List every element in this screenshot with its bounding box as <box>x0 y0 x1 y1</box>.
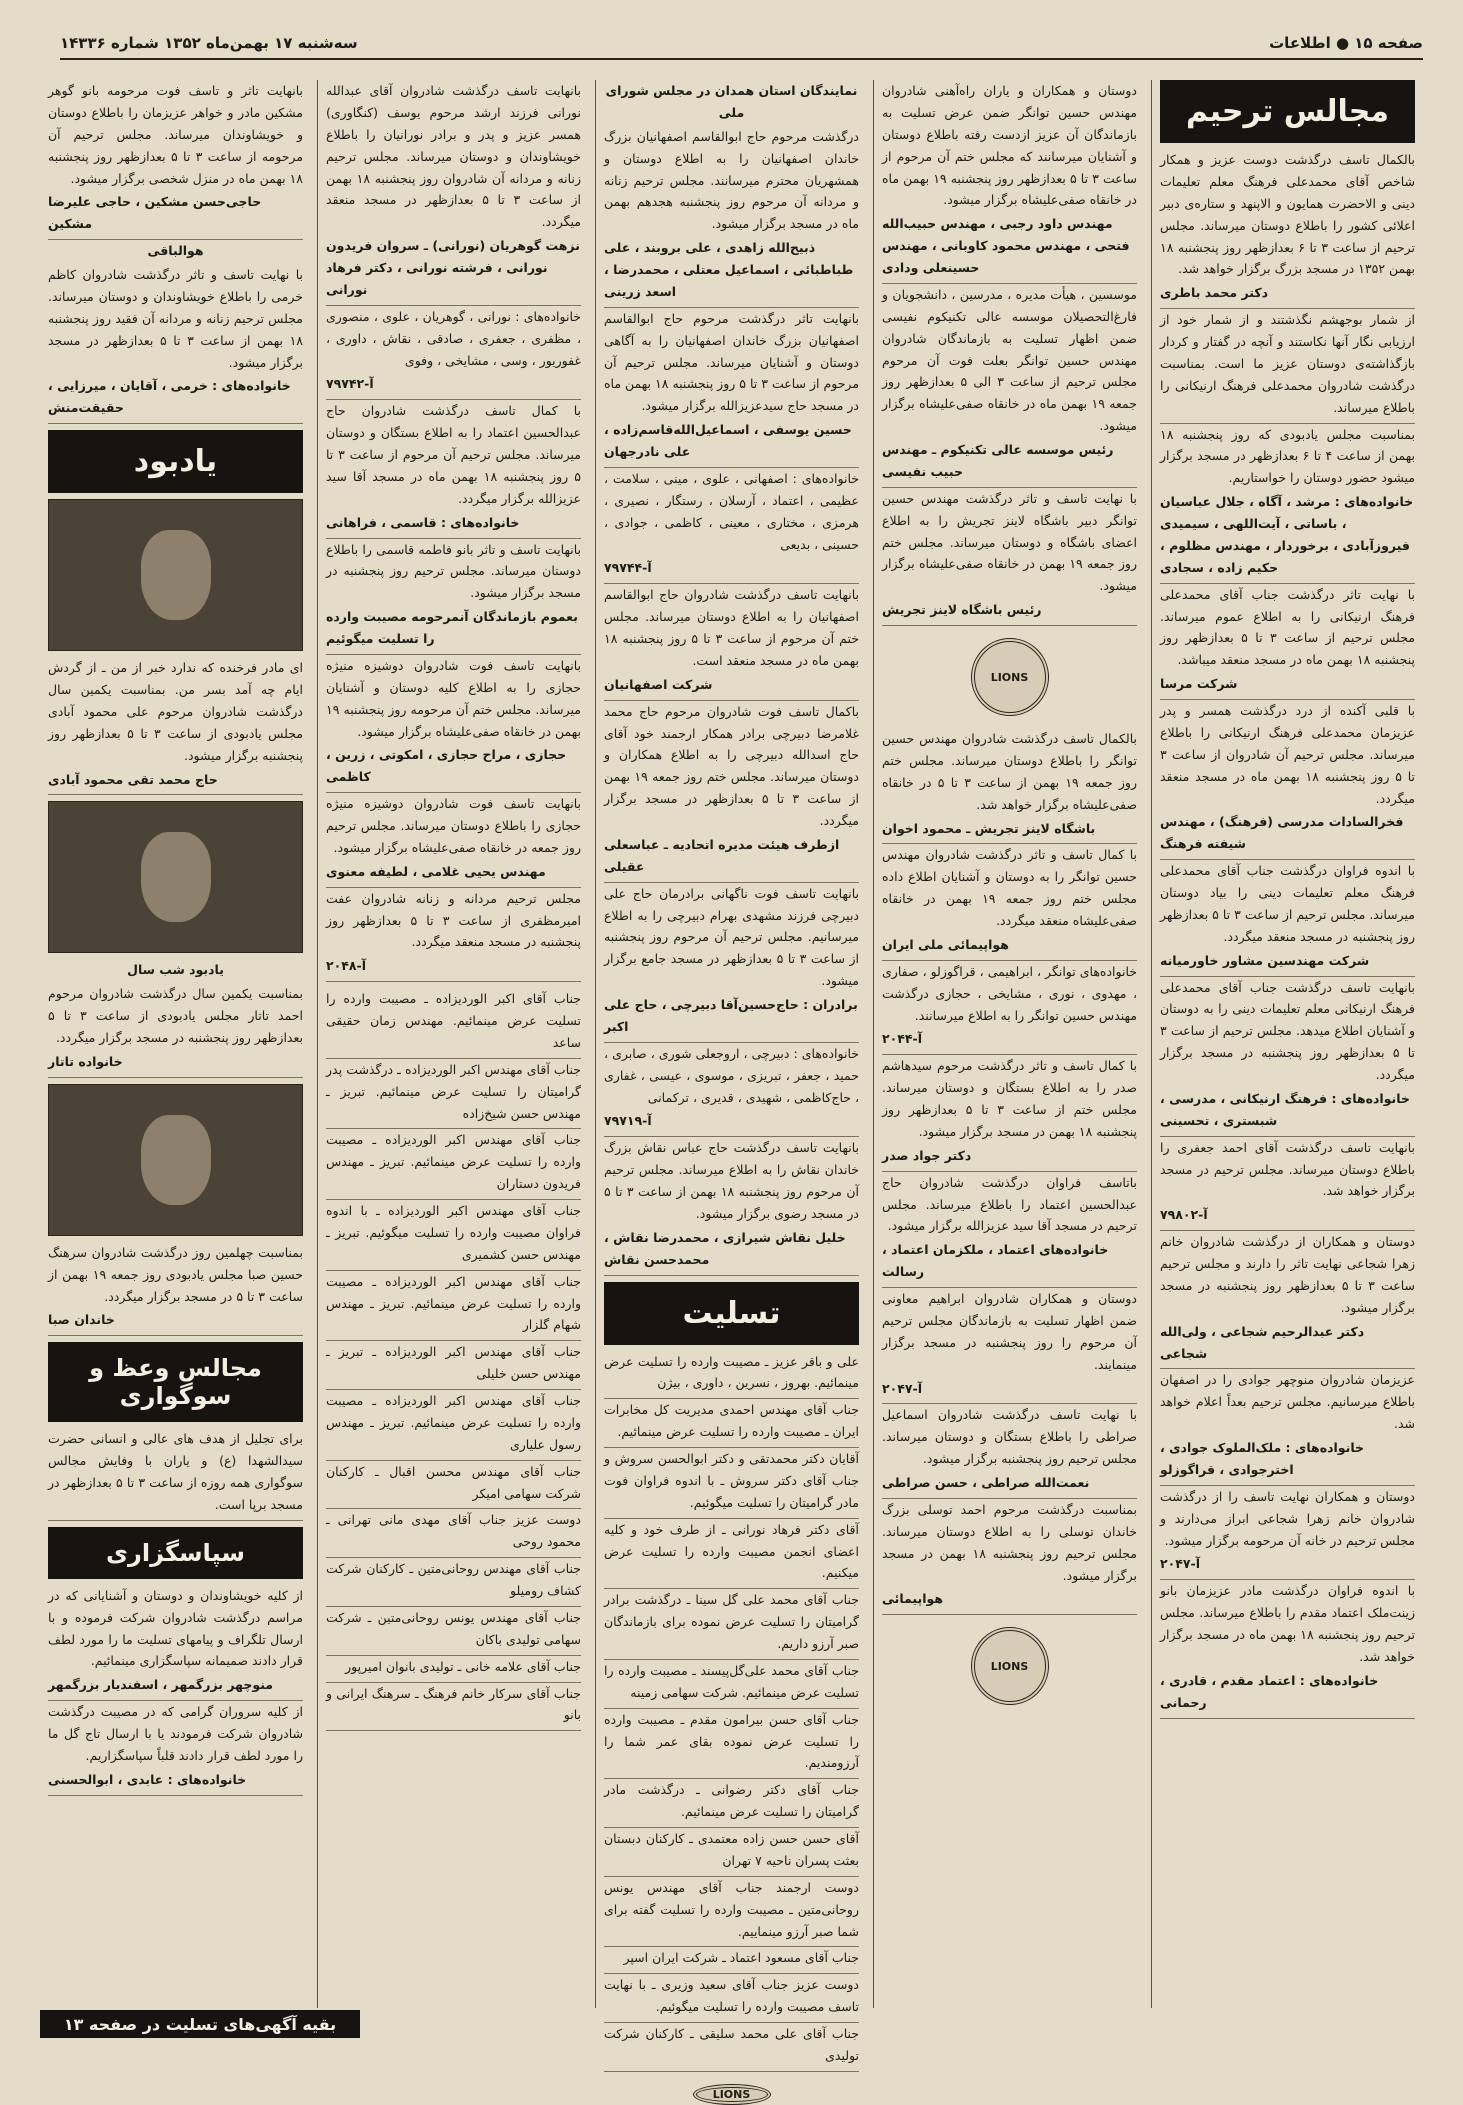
notice-body: باتاسف فراوان درگذشت شادروان حاج عبدالحسین اعتماد را باطلاع میرساند. مجلس ترحیم در مسجد آقا سید عزیزالله برگزار میشود. <box>882 1174 1137 1234</box>
notice <box>1160 1486 1415 1581</box>
portrait-face-2 <box>141 832 211 922</box>
col2-notices-bottom <box>882 728 1137 1615</box>
notice <box>1160 1369 1415 1485</box>
notice-signature: هواپیمائی ملی ایران <box>882 936 1009 952</box>
condolence-item: جناب آقای سرکار خانم فرهنگ ـ سرهنگ ایرانی و بانو <box>326 1683 581 1732</box>
notice-signature: خلیل نقاش شیرازی ، محمدرضا نقاش ، محمدحسن نقاش <box>604 1229 846 1267</box>
condolence-item: جناب آقای مهندس اکبر الوردیزاده ـ درگذشت پدر گرامیتان را تسلیت عرض مینمائیم. تبریز ـ مهندس حسن شیخ‌زاده <box>326 1059 581 1130</box>
notice-body: بانهایت تاسف درگذشت جناب آقای محمدعلی فرهنگ ارنیکانی معلم تعلیمات دینی را به دوستان و آشنایان اطلاع میدهد. مجلس ترحیم از ساعت ۳ تا ۵ بعدازظهر روز پنجشنبه در مسجد برگزار میگردد. <box>1160 979 1415 1082</box>
notice <box>1160 309 1415 423</box>
memorial-2-body: بمناسبت یکمین سال درگذشت شادروان مرحوم احمد تاتار مجلس یادبودی از ساعت ۳ تا ۵ بعدازظهر روز پنجشنبه در مسجد برگزار میگردد. <box>48 986 303 1045</box>
notice <box>604 468 859 584</box>
condolence-item: جناب آقای حسن بیرامون مقدم ـ مصیبت وارده را تسلیت عرض نموده بقای عمر شما را آرزومندیم. <box>604 1709 859 1780</box>
col4-condolence-list <box>326 988 581 1731</box>
notice <box>604 584 859 700</box>
notice-body: خانواده‌های : نورانی ، گوهریان ، علوی ، منصوری ، مظفری ، جعفری ، صادقی ، نقاش ، داوری ، غفوریور ، وسی ، مشایخی ، وفوی <box>326 308 581 368</box>
sermon-banner: مجالس وعظ و سوگواری <box>48 1342 303 1422</box>
notice-signature: خانواده‌های : ملک‌الملوک جوادی ، اخترجوادی ، قراگوزلو <box>1160 1440 1365 1477</box>
notice-signature: شرکت مهندسین مشاور خاورمیانه <box>1160 952 1370 968</box>
notice-body: بانهایت تاسف درگذشت حاج عباس نقاش بزرگ خاندان نقاش را به اطلاع میرساند. مجلس ترحیم آن مرحوم روز پنجشنبه ۱۸ بهمن از ساعت ۳ تا ۵ در مسجد رضوی برگزار میشود. <box>604 1140 860 1221</box>
notice <box>604 1137 859 1275</box>
condolence-item: آقای حسن حسن زاده معتمدی ـ کارکنان دبستان بعثت پسران ناحیه ۷ تهران <box>604 1828 859 1877</box>
notice-body: با نهایت تاسف و تاثر درگذشت شادروان کاظم خرمی را باطلاع خویشاوندان و دوستان میرساند. مجلس ترحیم زنانه و مردانه آن فقید روز پنجشنبه ۱۸ بهمن از ساعت ۳ تا ۵ بعدازظهر در مسجد برگزار میشود. <box>48 267 304 370</box>
notice <box>326 888 581 983</box>
notice-signature: باشگاه لاینز تجریش ـ محمود اخوان <box>882 820 1096 836</box>
condolence-item: دوست ارجمند جناب آقای مهندس یونس روحانی‌متین ـ مصیبت وارده را تسلیت گفته برای شما صبر آرزو مینماییم. <box>604 1877 859 1948</box>
notice-signature: ازطرف هیئت مدیره اتحادیه ـ عباسعلی عقیلی <box>604 836 840 874</box>
notice <box>882 80 1137 284</box>
notice-body: بانهایت تاسف فوت شادروان دوشیزه منیژه حجازی را به اطلاع کلیه دوستان و آشنایان میرساند. مجلس ختم آن مرحومه روز پنجشنبه ۱۹ بهمن در خانقاه صفی‌علیشاه برگزار میشود. <box>326 657 581 739</box>
notice-signature: آ-۲۰۴۴ <box>882 1031 923 1047</box>
notice <box>604 701 859 883</box>
notice-body: عزیزمان شادروان منوچهر جوادی را در اصفهان باطلاع میرسانیم. مجلس ترحیم بعداً اعلام خواهد شد. <box>1160 1372 1415 1432</box>
notice <box>326 539 581 655</box>
notice <box>604 308 859 468</box>
notice <box>1160 424 1415 584</box>
notice-signature: خانواده‌های : عابدی ، ابوالحسنی <box>48 1771 247 1787</box>
portrait-face-1 <box>141 530 211 620</box>
notice <box>1160 1580 1415 1718</box>
col1-notices <box>1160 149 1415 1719</box>
condolence-item: جناب آقای دکتر رضوانی ـ درگذشت مادر گرامیتان را تسلیت عرض مینمائیم. <box>604 1779 859 1828</box>
thanks-banner: سپاسگزاری <box>48 1527 303 1579</box>
memorial-1-body: ای مادر فرخنده که ندارد خبر از من ـ از گردش ایام چه آمد بسر من. بمناسبت یکمین سال درگذشت شادروان مرحوم علی محمود آبادی مجلس یادبودی از ساعت ۳ تا ۵ بعدازظهر روز پنجشنبه برگزار میشود. <box>48 660 303 763</box>
notice-signature: شرکت مرسا <box>1160 676 1238 692</box>
page-header-left: سه‌شنبه ۱۷ بهمن‌ماه ۱۳۵۲ شماره ۱۴۳۳۶ <box>60 34 358 52</box>
lions-club-emblem-2: LIONS <box>971 1627 1049 1705</box>
notice-signature: حجازی ، مراح حجازی ، امکوتی ، زرین ، کاظمی <box>326 747 567 785</box>
page-header-right: صفحه ۱۵ ● اطلاعات <box>1269 34 1423 52</box>
portrait-photo-3 <box>48 1084 303 1236</box>
memorial-notice-3 <box>48 1242 303 1337</box>
notice <box>1160 1231 1415 1369</box>
notice-signature: خانواده‌های : فرهنگ ارنیکانی ، مدرسی ، شبستری ، تحسینی <box>1160 1090 1410 1128</box>
notice <box>326 400 581 538</box>
memorial-notice-1 <box>48 657 303 795</box>
thanks-notices <box>48 1585 303 1796</box>
notice-body: بانهایت تاثر درگذشت مرحوم حاج ابوالقاسم اصفهانیان بزرگ خاندان اصفهانیان را به آگاهی دوستان و آشنایان میرساند. مجلس ترحیم آن مرحوم از ساعت ۳ تا ۵ روز پنجشنبه ۱۸ بهمن ماه در مسجد حاج سیدعزیزالله برگزار میشود. <box>604 310 860 414</box>
notice <box>48 240 303 424</box>
notice-body: با کمال تاسف و تاثر درگذشت شادروان مهندس حسین توانگر را به دوستان و آشنایان اطلاع داده مجلس ختم روز جمعه ۱۹ بهمن در خانقاه صفی‌علیشاه منعقد میگردد. <box>882 847 1137 928</box>
notice-body: بالکمال تاسف درگذشت شادروان مهندس حسین توانگر را باطلاع دوستان میرساند. مجلس ختم روز جمعه ۱۹ بهمن از ساعت ۳ تا ۵ در خانقاه صفی‌علیشاه برگزار خواهد شد. <box>882 731 1138 812</box>
notice <box>1160 700 1415 860</box>
notice-body: دوستان و همکاران شادروان ابراهیم معاونی ضمن اظهار تسلیت به بازماندگان مجلس ترحیم آن مرحوم را روز پنجشنبه در مسجد برگزار مینمایند. <box>882 1291 1137 1372</box>
notice-signature: نعمت‌الله صراطی ، حسن صراطی <box>882 1475 1090 1490</box>
portrait-photo-2 <box>48 801 303 953</box>
notice-body: از کلیه خویشاوندان و دوستان و آشنایانی که در مراسم درگذشت شادروان شرکت فرموده و با ارسال تلگراف و پیامهای تسلیت ما را مورد لطف قرار دادند صمیمانه سپاسگزاری مینمائیم. <box>48 1587 303 1669</box>
notice-signature: فخرالسادات مدرسی (فرهنگ) ، مهندس شیفته فرهنگ <box>1160 814 1404 852</box>
notice-body: با نهایت تاثر درگذشت جناب آقای محمدعلی فرهنگ ارنیکانی را به اطلاع عموم میرساند. مجلس ترحیم از ساعت ۳ تا ۵ بعدازظهر روز پنجشنبه ۱۸ بهمن ماه در مسجد منعقد میباشد. <box>1160 586 1415 668</box>
notice <box>1160 1137 1415 1232</box>
notice <box>882 488 1137 626</box>
notice <box>1160 977 1415 1137</box>
condolence-item: جناب آقای مهندس یونس روحانی‌متین ـ شرکت سهامی تولیدی باکان <box>326 1607 581 1656</box>
notice-body: با اندوه فراوان درگذشت مادر عزیزمان بانو زینت‌ملک اعتماد مقدم را باطلاع میرساند. مجلس ترحیم روز پنجشنبه ۱۸ بهمن ماه در مسجد برگزار خواهد شد. <box>1160 1583 1415 1664</box>
notice-body: بانهایت تاسف فوت ناگهانی برادرمان حاج علی دبیرچی فرزند مشهدی بهرام دبیرچی را به اطلاع میرسانیم. مجلس ترحیم آن مرحوم روز پنجشنبه از ساعت ۳ تا ۵ بعدازظهر در مسجد جامع برگزار میشود. <box>604 885 859 989</box>
memorial-1-signature: حاج محمد تقی محمود آبادی <box>48 771 218 787</box>
col5-notices <box>48 80 303 424</box>
notice-body: خانواده‌های : دبیرچی ، اروجعلی شوری ، صابری ، حمید ، جعفر ، تبریزی ، موسوی ، عیسی ، غفاری ، حاج‌کاظمی ، شهیدی ، قدیری ، ترکمانی <box>604 1045 859 1105</box>
notice-body: با نهایت تاسف درگذشت شادروان اسماعیل صراطی را باطلاع بستگان و دوستان میرساند. مجلس ترحیم روز پنجشنبه برگزار میشود. <box>882 1407 1137 1467</box>
condolence-item: جناب آقای مهندس روحانی‌متین ـ کارکنان شرکت کشاف رومیلو <box>326 1558 581 1607</box>
notice <box>48 1701 303 1796</box>
notice-signature: دکتر عبدالرحیم شجاعی ، ولی‌الله شجاعی <box>1160 1323 1365 1361</box>
notice <box>882 1499 1137 1615</box>
notice <box>48 80 303 240</box>
notice <box>1160 149 1415 309</box>
notice-body: با اندوه فراوان درگذشت جناب آقای محمدعلی فرهنگ معلم تعلیمات دینی را بیاد دوستان میرساند. مجلس ترحیم از ساعت ۳ تا ۵ بعدازظهر روز پنجشنبه در مسجد منعقد میگردد. <box>1160 863 1415 944</box>
condolence-item: جناب آقای محمد علی گل سینا ـ درگذشت برادر گرامیتان را تسلیت عرض نموده برای بازماندگان صبر آرزو داریم. <box>604 1589 859 1660</box>
notice <box>882 1055 1137 1171</box>
notice-signature: برادران : حاج‌حسین‌آقا دبیرچی ، حاج علی اکبر <box>604 997 858 1034</box>
notice <box>882 1404 1137 1499</box>
condolence-item: جناب آقای مهندس اکبر الوردیزاده ـ با اندوه فراوان مصیبت وارده را تسلیت میگوئیم. تبریز ـ مهندس حسن کشمیری <box>326 1200 581 1271</box>
notice-signature: رئیس باشگاه لاینز تجریش <box>882 602 1042 618</box>
notice-body: بانهایت تاسف درگذشت شادروان آقای عبدالله نورانی فرزند ارشد مرحوم یوسف (کنگاوری) همسر عزیز و پدر و برادر نورانیان را باطلاع خویشاوندان و دوستان میرساند. مجلس ترحیم زنانه و مردانه آن شادروان روز پنجشنبه ۱۸ بهمن از ساعت ۳ تا ۵ بعدازظهر در مسجد منعقد میگردد. <box>326 83 581 230</box>
page-header <box>60 28 1423 60</box>
condolence-item: جناب آقای مهندس احمدی مدیریت کل مخابرات ایران ـ مصیبت وارده را تسلیت عرض مینمائیم. <box>604 1399 859 1448</box>
notice <box>604 883 859 1043</box>
notice-signature: خانواده‌های اعتماد ، ملکزمان اعتماد ، رسالت <box>882 1242 1109 1280</box>
notice-signature: آ-۲۰۴۸ <box>326 958 367 974</box>
notice-signature: حسین یوسفی ، اسماعیل‌الله‌قاسم‌زاده ، علی نادرجهان <box>604 422 852 459</box>
notice-body: از کلیه سروران گرامی که در مصیبت درگذشت شادروان شرکت فرمودند یا با ارسال تاج گل ما را مورد لطف قرار دادند قلباً سپاسگزاریم. <box>48 1704 303 1763</box>
notice <box>604 1043 859 1138</box>
memorial-banner: یادبود <box>48 430 303 493</box>
condolence-item: جناب آقای مهندس اکبر الوردیزاده ـ مصیبت وارده را تسلیت عرض مینمائیم. تبریز ـ مهندس شهام گلزار <box>326 1271 581 1342</box>
notice-signature: آ-۷۹۸۰۲ <box>1160 1207 1208 1223</box>
notice-signature: خانواده‌های : مرشد ، آگاه ، جلال عباسیان ، باساتی ، آیت‌اللهی ، سیمیدی فیروزآبادی ، برخوردار ، مهندس مظلوم ، حکیم زاده ، سجادی <box>1160 494 1414 575</box>
notice-body: بانهایت تاسف و تاثر بانو فاطمه قاسمی را باطلاع دوستان میرساند. مجلس ترحیم روز پنجشنبه در مسجد برگزار میشود. <box>326 541 581 601</box>
notice-body: دوستان و همکاران و یاران راه‌آهنی شادروان مهندس حسین توانگر ضمن عرض تسلیت به بازماندگان آن عزیز ازدست رفته باطلاع دوستان و آشنایان میرسانند که مجلس ختم آن مرحوم از ساعت ۳ تا ۵ بعدازظهر روز پنجشنبه ۱۹ بهمن ماه در خانقاه صفی‌علیشاه برگزار میشود. <box>882 83 1137 208</box>
notice-signature: شرکت اصفهانیان <box>604 676 713 692</box>
notice-signature: حاجی‌حسن مشکین ، حاجی علیرضا مشکین <box>48 194 262 232</box>
notice-body: موسسین ، هیأت مدیره ، مدرسین ، دانشجویان و فارغ‌التحصیلان موسسه عالی تکنیکوم نفیسی ضمن اظهار تسلیت به بازماندگان شادروان مهندس حسین توانگر بعلت فوت آن مرحوم مجلس ترحیم از ساعت ۳ الی ۵ بعدازظهر روز جمعه ۱۹ بهمن ماه در خانقاه صفی‌علیشاه برگزار میشود. <box>882 286 1137 434</box>
condolence-item: دوست عزیز جناب آقای سعید وزیری ـ با نهایت تاسف مصیبت وارده را تسلیت میگوئیم. <box>604 1974 859 2023</box>
sermon-notice: برای تجلیل از هدف های عالی و انسانی حضرت سیدالشهدا (ع) و یاران با وفایش مجالس سوگواری همه روزه از ساعت ۳ تا ۵ بعدازظهر در مسجد برپا است. <box>48 1428 303 1521</box>
notice-signature: آ-۷۹۷۴۲ <box>326 376 374 392</box>
memorial-notice-2 <box>48 959 303 1077</box>
notice-body: مجلس ترحیم مردانه و زنانه شادروان عفت امیرمظفری از ساعت ۳ تا ۵ بعدازظهر روز پنجشنبه در مسجد منعقد میگردد. <box>326 890 581 950</box>
notice-signature: آ-۷۹۷۱۹ <box>604 1113 652 1129</box>
notice <box>326 655 581 793</box>
memorial-services-banner: مجالس ترحیم <box>1160 80 1415 143</box>
col3-notices <box>604 80 859 1276</box>
condolence-item: جناب آقای اکبر الوردیزاده ـ مصیبت وارده را تسلیت عرض مینمائیم. مهندس زمان حقیقی ساعد <box>326 988 581 1059</box>
notice-signature: مهندس یحیی غلامی ، لطیفه معنوی <box>326 863 546 879</box>
notice-body: با نهایت تاسف و تاثر درگذشت مهندس حسین توانگر دبیر باشگاه لاینز تجریش را به اطلاع اعضای باشگاه و دوستان میرساند. مجلس ختم روز جمعه ۱۹ بهمن در خانقاه صفی‌علیشاه برگزار میشود. <box>882 490 1137 594</box>
condolence-banner: تسلیت <box>604 1282 859 1345</box>
notice <box>882 1288 1137 1404</box>
notice-signature: دکتر محمد باطری <box>1160 285 1269 301</box>
col4-notices <box>326 80 581 982</box>
notice <box>882 284 1137 488</box>
notice <box>326 306 581 401</box>
column-5 <box>40 80 311 2008</box>
condolence-item: علی و باقر عزیز ـ مصیبت وارده را تسلیت عرض مینمائیم. بهروز ، نسرین ، داوری ، بیژن <box>604 1351 859 1400</box>
notice-body: بانهایت تاسف درگذشت آقای احمد جعفری را باطلاع دوستان میرساند. مجلس ترحیم در مسجد برگزار خواهد شد. <box>1160 1139 1415 1199</box>
condolence-item: جناب آقای علامه خانی ـ تولیدی بانوان امیرپور <box>326 1656 581 1683</box>
condolence-item: جناب آقای مهندس اکبر الوردیزاده ـ تبریز ـ مهندس حسن خلیلی <box>326 1341 581 1390</box>
notice-signature: ذبیح‌الله زاهدی ، علی بروبند ، علی طباطبائی ، اسماعیل معتلی ، محمدرضا ، اسعد زرینی <box>604 240 854 299</box>
continued-footer: بقیه آگهی‌های تسلیت در صفحه ۱۳ <box>40 2010 360 2038</box>
notice-signature: نزهت گوهریان (نورانی) ـ سروان فریدون نورانی ، فرشته نورانی ، دکتر فرهاد نورانی <box>326 238 580 297</box>
notice-body: درگذشت مرحوم حاج ابوالقاسم اصفهانیان بزرگ خاندان اصفهانیان را به اطلاع دوستان و همشهریان محترم میرسانند. مجلس ترحیم زنانه و مردانه آن مرحوم روز پنجشنبه هجدهم بهمن ماه در مسجد برگزار میشود. <box>604 128 859 232</box>
condolence-item: جناب آقای مهندس اکبر الوردیزاده ـ مصیبت وارده را تسلیت عرض مینمائیم. تبریز ـ مهندس رسول علیاری <box>326 1390 581 1461</box>
notice-title: هوالباقی <box>147 243 204 259</box>
column-1 <box>1151 80 1423 2008</box>
notice-signature: مهندس داود رجبی ، مهندس حبیب‌الله فتحی ، مهندس محمود کاوبانی ، مهندس حسینعلی ودادی <box>882 216 1130 275</box>
lions-club-emblem: LIONS <box>971 638 1049 716</box>
portrait-photo-1 <box>48 499 303 651</box>
notice <box>326 793 581 888</box>
condolence-item: آقای دکتر فرهاد نورانی ـ از طرف خود و کلیه اعضای انجمن مصیبت وارده را تسلیت عرض میکنیم. <box>604 1519 859 1590</box>
condolence-item: جناب آقای مسعود اعتماد ـ شرکت ایران اسپر <box>604 1947 859 1974</box>
notice-signature: هواپیمائی <box>882 1591 943 1607</box>
notice-body: با کمال تاسف و تاثر درگذشت مرحوم سیدهاشم صدر را به اطلاع بستگان و دوستان میرساند. مجلس ختم از ساعت ۳ تا ۵ بعدازظهر روز پنجشنبه ۱۸ بهمن در مسجد برگزار میشود. <box>882 1058 1137 1139</box>
notice-signature: آ-۲۰۴۷ <box>882 1380 923 1396</box>
memorial-3-signature: خاندان صبا <box>48 1312 115 1328</box>
notice <box>48 1585 303 1701</box>
notice-signature: خانواده‌های : اعتماد مقدم ، قادری ، رحمانی <box>1160 1672 1379 1710</box>
condolence-item: جناب آقای علی محمد سلیقی ـ کارکنان شرکت تولیدی <box>604 2023 859 2072</box>
memorial-2-title: یادبود شب سال <box>127 962 224 978</box>
condolence-item: جناب آقای مهندس اکبر الوردیزاده ـ مصیبت وارده را تسلیت عرض مینمائیم. تبریز ـ مهندس فریدون دستاران <box>326 1129 581 1200</box>
notice-body: بانهایت تاسف درگذشت شادروان حاج ابوالقاسم اصفهانیان را به اطلاع دوستان میرساند. مجلس ختم آن مرحوم از ساعت ۳ تا ۵ روز پنجشنبه ۱۸ بهمن ماه در مسجد منعقد است. <box>604 587 860 668</box>
notice <box>1160 860 1415 976</box>
condolence-item: جناب آقای مهندس محسن اقبال ـ کارکنان شرکت سهامی امیکر <box>326 1461 581 1510</box>
notice <box>1160 584 1415 700</box>
notice-body: بانهایت تاسف فوت شادروان دوشیزه منیژه حجازی را باطلاع دوستان میرساند. مجلس ترحیم روز جمعه در خانقاه صفی‌علیشاه برگزار میشود. <box>326 796 581 855</box>
notice-signature: آ-۲۰۴۷ <box>1160 1556 1201 1572</box>
notice-body: دوستان و همکاران نهایت تاسف را از درگذشت شادروان خانم زهرا شجاعی ابراز می‌دارند و مجلس ترحیم در خانه آن مرحومه برگزار میشود. <box>1160 1488 1415 1548</box>
notice-signature: رئیس موسسه عالی تکنیکوم ـ مهندس حبیب نفیسی <box>882 442 1114 479</box>
col3-condolence-list <box>604 1351 859 2072</box>
notice-body: باکمال تاسف فوت شادروان مرحوم حاج محمد غلامرضا دبیرچی برادر همکار ارجمند خود آقای حاج اسدالله دبیرچی را به اطلاع همکاران و دوستان میرساند. مجلس ختم روز جمعه ۱۹ بهمن از ساعت ۳ تا ۵ بعدازظهر در مسجد برگزار میگردد. <box>604 703 859 828</box>
notice-body: دوستان و همکاران از درگذشت شادروان خانم زهرا شجاعی نهایت تاثر را دارند و مجلس ترحیم ساعت ۳ تا ۵ بعدازظهر روز پنجشنبه در مسجد برگزار میشود. <box>1160 1234 1415 1315</box>
col2-notices-top <box>882 80 1137 626</box>
notice-signature: آ-۷۹۷۴۴ <box>604 560 652 576</box>
notice-body: بمناسبت درگذشت مرحوم احمد توسلی بزرگ خاندان توسلی را به اطلاع دوستان میرساند. مجلس ترحیم روز پنجشنبه ۱۸ بهمن در مسجد برگزار میشود. <box>882 1501 1137 1583</box>
notice <box>882 728 1137 844</box>
notice-body: از شمار بوجهشم نگذشتند و از شمار خود از ارزیابی نگار آنها نکاستند و آنچه در گفتار و کردار بازگذاشته‌ی دوستان عزیز ما است. بمناسبت درگذشت شادروان محمدعلی فرهنگ ارنیکانی را باطلاع میرساند. <box>1160 312 1415 415</box>
notice <box>326 80 581 306</box>
notice-signature: منوچهر بزرگمهر ، اسفندیار بزرگمهر <box>48 1677 274 1693</box>
condolence-item: جناب آقای محمد علی‌گل‌پیسند ـ مصیبت وارده را تسلیت عرض مینمائیم. شرکت سهامی زمینه <box>604 1660 859 1709</box>
notice-body: بمناسبت مجلس یادبودی که روز پنجشنبه ۱۸ بهمن از ساعت ۴ تا ۶ بعدازظهر در مسجد برگزار میشود حضور دوستان را خواستاریم. <box>1160 426 1415 486</box>
column-3 <box>595 80 867 2101</box>
column-4 <box>317 80 589 2008</box>
notice-body: خانواده‌های : اصفهانی ، علوی ، مینی ، سلامت ، عظیمی ، اعتماد ، آرسلان ، رستگار ، نصیری ، هرمزی ، مختاری ، معینی ، کاظمی ، جوادی ، حسینی ، بدیعی <box>604 470 859 552</box>
notice <box>882 844 1137 960</box>
notice <box>882 961 1137 1056</box>
notice-signature: خانواده‌های : قاسمی ، فراهانی <box>326 514 520 530</box>
notice <box>604 80 859 308</box>
condolence-item: دوست عزیز جناب آقای مهدی مانی تهرانی ـ محمود روحی <box>326 1509 581 1558</box>
portrait-face-3 <box>141 1115 211 1205</box>
memorial-3-body: بمناسبت چهلمین روز درگذشت شادروان سرهنگ حسین صبا مجلس یادبودی روز جمعه ۱۹ بهمن از ساعت ۳ تا ۵ در مسجد برگزار میگردد. <box>48 1244 303 1304</box>
notice-title: نمایندگان استان همدان در مجلس شورای ملی <box>605 83 858 120</box>
notice-signature: خانواده‌های : خرمی ، آقایان ، میرزایی ، حقیقت‌منش <box>48 378 291 416</box>
notice-body: بانهایت تاثر و تاسف فوت مرحومه بانو گوهر مشکین مادر و خواهر عزیزمان را باطلاع دوستان و خویشاوندان میرساند. مجلس ترحیم آن مرحومه از ساعت ۳ تا ۵ بعدازظهر روز پنجشنبه ۱۸ بهمن ماه در منزل شخصی برگزار میشود. <box>48 83 304 186</box>
column-2 <box>873 80 1145 2008</box>
notice-body: بالکمال تاسف درگذشت دوست عزیز و همکار شاخص آقای محمدعلی فرهنگ معلم تعلیمات دینی و الاحضرت همایون و الاپنهد و ستاره‌ی دبیر اعلائی کشور را باطلاع دوستان میرساند. مجلس ترحیم از ساعت ۳ تا ۶ بعدازظهر روز پنجشنبه ۱۸ بهمن ۱۳۵۲ در مسجد بزرگ برگزار خواهد شد. <box>1160 152 1416 277</box>
notice-signature: دکتر جواد صدر <box>882 1147 972 1163</box>
notice-body: با قلبی آکنده از درد درگذشت همسر و پدر عزیزمان محمدعلی فرهنگ ارنیکانی را باطلاع میرساند. مجلس ترحیم آن شادروان از ساعت ۳ تا ۵ روز پنجشنبه ۱۸ بهمن ماه در مسجد منعقد میگردد. <box>1160 703 1415 806</box>
notice-body: با کمال تاسف درگذشت شادروان حاج عبدالحسین اعتماد را به اطلاع بستگان و دوستان میرساند. مجلس ترحیم آن مرحوم از ساعت ۳ تا ۵ روز پنجشنبه ۱۸ بهمن ماه در مسجد آقا سید عزیزالله برگزار میگردد. <box>326 403 582 506</box>
condolence-item: آقایان دکتر محمدتقی و دکتر ابوالحسن سروش و جناب آقای دکتر سروش ـ با اندوه فراوان فوت مادر گرامیتان را تسلیت میگوئیم. <box>604 1448 859 1519</box>
lions-club-emblem-3: LIONS <box>693 2084 771 2105</box>
notice <box>882 1172 1137 1288</box>
notice-body: خانواده‌های توانگر ، ابراهیمی ، قراگوزلو ، صفاری ، مهدوی ، نوری ، مشایخی ، حجازی درگذشت مهندس حسین توانگر را به اطلاع میرسانند. <box>882 963 1137 1023</box>
notice-signature: بعموم بازماندگان آنمرحومه مصیبت وارده را تسلیت میگوئیم <box>326 609 578 646</box>
memorial-2-signature: خانواده تاتار <box>48 1053 123 1069</box>
